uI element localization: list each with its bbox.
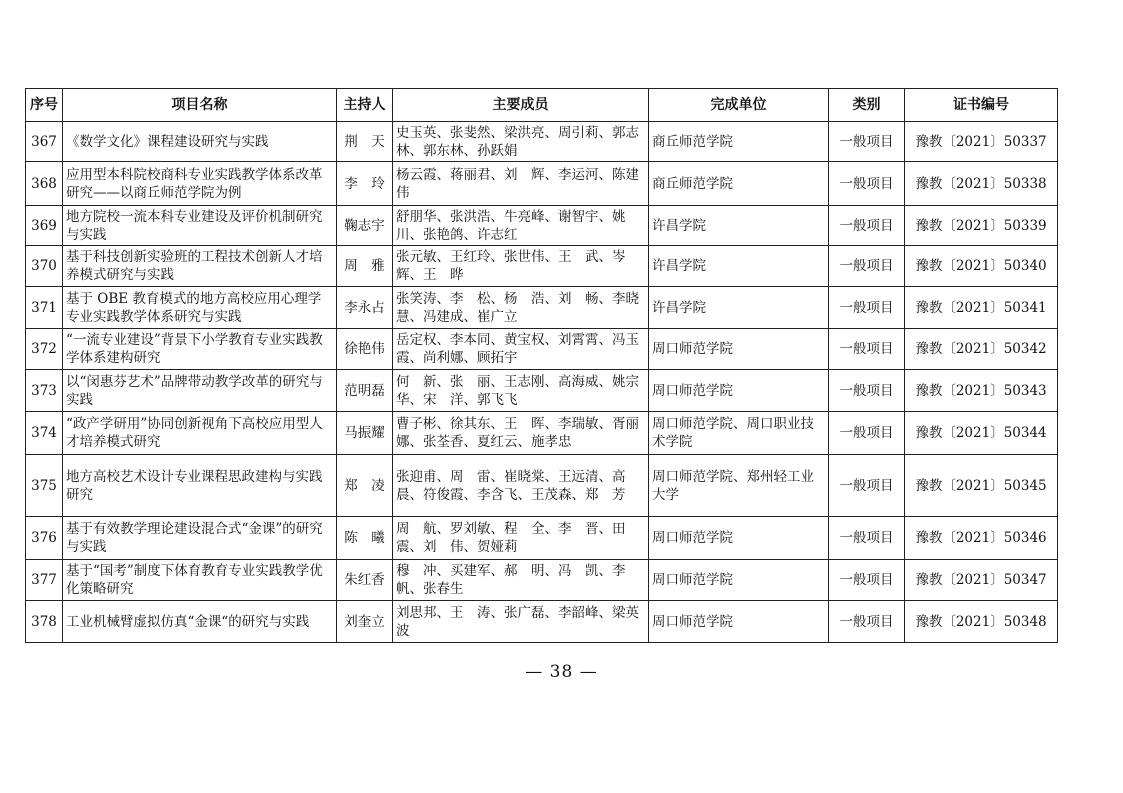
cell-host: 徐艳伟: [337, 329, 393, 370]
cell-host: 范明磊: [337, 370, 393, 412]
cell-host: 刘奎立: [337, 601, 393, 643]
cell-members: 舒朋华、张洪浩、牛亮峰、谢智宇、姚 川、张艳鸽、许志红: [393, 206, 649, 246]
table-row: [26, 560, 1058, 601]
cell-cert: 豫教〔2021〕50337: [905, 122, 1058, 162]
header-host: 主持人: [337, 89, 393, 122]
table-row: [26, 517, 1058, 560]
cell-host: 马振耀: [337, 412, 393, 455]
cell-unit: 商丘师范学院: [649, 162, 829, 206]
cell-cert: 豫教〔2021〕50348: [905, 601, 1058, 643]
cell-host: 陈 曦: [337, 517, 393, 560]
cell-project-name: 应用型本科院校商科专业实践教学体系改革研究——以商丘师范学院为例: [63, 162, 337, 206]
header-type: 类别: [829, 89, 905, 122]
header-no: 序号: [26, 89, 63, 122]
table-row: [26, 329, 1058, 370]
cell-unit: 周口师范学院: [649, 601, 829, 643]
cell-no: 373: [26, 370, 63, 412]
table-row: [26, 601, 1058, 643]
cell-unit: 许昌学院: [649, 287, 829, 329]
cell-unit: 商丘师范学院: [649, 122, 829, 162]
cell-cert: 豫教〔2021〕50346: [905, 517, 1058, 560]
header-cert: 证书编号: [905, 89, 1058, 122]
cell-type: 一般项目: [829, 122, 905, 162]
cell-project-name: 《数学文化》课程建设研究与实践: [63, 122, 337, 162]
cell-project-name: “一流专业建设”背景下小学教育专业实践教学体系建构研究: [63, 329, 337, 370]
cell-unit: 周口师范学院: [649, 329, 829, 370]
cell-host: 鞠志宇: [337, 206, 393, 246]
cell-project-name: “政产学研用”协同创新视角下高校应用型人才培养模式研究: [63, 412, 337, 455]
cell-cert: 豫教〔2021〕50347: [905, 560, 1058, 601]
projects-table: [25, 88, 1058, 643]
cell-no: 370: [26, 246, 63, 287]
cell-unit: 许昌学院: [649, 246, 829, 287]
cell-no: 372: [26, 329, 63, 370]
table-row: [26, 162, 1058, 206]
table-row: [26, 370, 1058, 412]
cell-type: 一般项目: [829, 162, 905, 206]
cell-no: 368: [26, 162, 63, 206]
cell-members: 史玉英、张斐然、梁洪亮、周引莉、郭志林、郭东林、孙跃娟: [393, 122, 649, 162]
header-unit: 完成单位: [649, 89, 829, 122]
cell-type: 一般项目: [829, 412, 905, 455]
cell-unit: 许昌学院: [649, 206, 829, 246]
cell-type: 一般项目: [829, 370, 905, 412]
cell-project-name: 地方院校一流本科专业建设及评价机制研究与实践: [63, 206, 337, 246]
cell-no: 371: [26, 287, 63, 329]
cell-host: 李永占: [337, 287, 393, 329]
cell-project-name: 基于科技创新实验班的工程技术创新人才培养模式研究与实践: [63, 246, 337, 287]
cell-project-name: 地方高校艺术设计专业课程思政建构与实践研究: [63, 455, 337, 517]
cell-no: 367: [26, 122, 63, 162]
header-members: 主要成员: [393, 89, 649, 122]
cell-unit: 周口师范学院: [649, 560, 829, 601]
table-row: [26, 246, 1058, 287]
cell-type: 一般项目: [829, 560, 905, 601]
cell-members: 岳定权、李本同、黄宝权、刘霄霄、冯玉霞、尚利娜、顾拓宇: [393, 329, 649, 370]
cell-project-name: 基于“国考”制度下体育教育专业实践教学优化策略研究: [63, 560, 337, 601]
cell-host: 周 雅: [337, 246, 393, 287]
cell-members: 周 航、罗刘敏、程 全、李 晋、田 震、刘 伟、贺娅莉: [393, 517, 649, 560]
cell-no: 378: [26, 601, 63, 643]
cell-no: 374: [26, 412, 63, 455]
cell-cert: 豫教〔2021〕50343: [905, 370, 1058, 412]
cell-cert: 豫教〔2021〕50339: [905, 206, 1058, 246]
cell-unit: 周口师范学院、郑州轻工业大学: [649, 455, 829, 517]
cell-project-name: 基于 OBE 教育模式的地方高校应用心理学专业实践教学体系研究与实践: [63, 287, 337, 329]
cell-members: 穆 冲、买建军、郝 明、冯 凯、李 帆、张春生: [393, 560, 649, 601]
cell-cert: 豫教〔2021〕50340: [905, 246, 1058, 287]
cell-members: 曹子彬、徐其东、王 晖、李瑞敏、胥丽娜、张荃香、夏红云、施孝忠: [393, 412, 649, 455]
cell-host: 朱红香: [337, 560, 393, 601]
cell-cert: 豫教〔2021〕50341: [905, 287, 1058, 329]
table-row: [26, 122, 1058, 162]
cell-members: 刘思邦、王 涛、张广磊、李韶峰、梁英波: [393, 601, 649, 643]
cell-project-name: 以“闵惠芬艺术”品牌带动教学改革的研究与实践: [63, 370, 337, 412]
cell-members: 张元敏、王红玲、张世伟、王 武、岑 辉、王 晔: [393, 246, 649, 287]
cell-type: 一般项目: [829, 601, 905, 643]
cell-cert: 豫教〔2021〕50345: [905, 455, 1058, 517]
cell-cert: 豫教〔2021〕50338: [905, 162, 1058, 206]
header-project-name: 项目名称: [63, 89, 337, 122]
table-row: [26, 287, 1058, 329]
cell-cert: 豫教〔2021〕50342: [905, 329, 1058, 370]
cell-members: 张迎甫、周 雷、崔晓棠、王远清、高 晨、符俊霞、李含飞、王茂森、郑 芳: [393, 455, 649, 517]
cell-no: 369: [26, 206, 63, 246]
cell-type: 一般项目: [829, 455, 905, 517]
cell-unit: 周口师范学院: [649, 370, 829, 412]
cell-type: 一般项目: [829, 329, 905, 370]
table-row: [26, 412, 1058, 455]
cell-type: 一般项目: [829, 206, 905, 246]
cell-no: 375: [26, 455, 63, 517]
cell-cert: 豫教〔2021〕50344: [905, 412, 1058, 455]
cell-unit: 周口师范学院、周口职业技术学院: [649, 412, 829, 455]
header-row: [26, 89, 1058, 122]
cell-no: 377: [26, 560, 63, 601]
cell-members: 杨云霞、蒋丽君、刘 辉、李运河、陈建伟: [393, 162, 649, 206]
page-number: — 38 —: [525, 662, 598, 682]
cell-unit: 周口师范学院: [649, 517, 829, 560]
cell-type: 一般项目: [829, 246, 905, 287]
cell-host: 郑 凌: [337, 455, 393, 517]
table-row: [26, 455, 1058, 517]
cell-members: 何 新、张 丽、王志刚、高海威、姚宗华、宋 洋、郭飞飞: [393, 370, 649, 412]
cell-host: 李 玲: [337, 162, 393, 206]
cell-type: 一般项目: [829, 287, 905, 329]
table-row: [26, 206, 1058, 246]
cell-project-name: 工业机械臂虚拟仿真“金课“的研究与实践: [63, 601, 337, 643]
cell-type: 一般项目: [829, 517, 905, 560]
cell-no: 376: [26, 517, 63, 560]
cell-members: 张笑涛、李 松、杨 浩、刘 畅、李晓慧、冯建成、崔广立: [393, 287, 649, 329]
cell-project-name: 基于有效教学理论建设混合式“金课”的研究与实践: [63, 517, 337, 560]
cell-host: 荆 天: [337, 122, 393, 162]
